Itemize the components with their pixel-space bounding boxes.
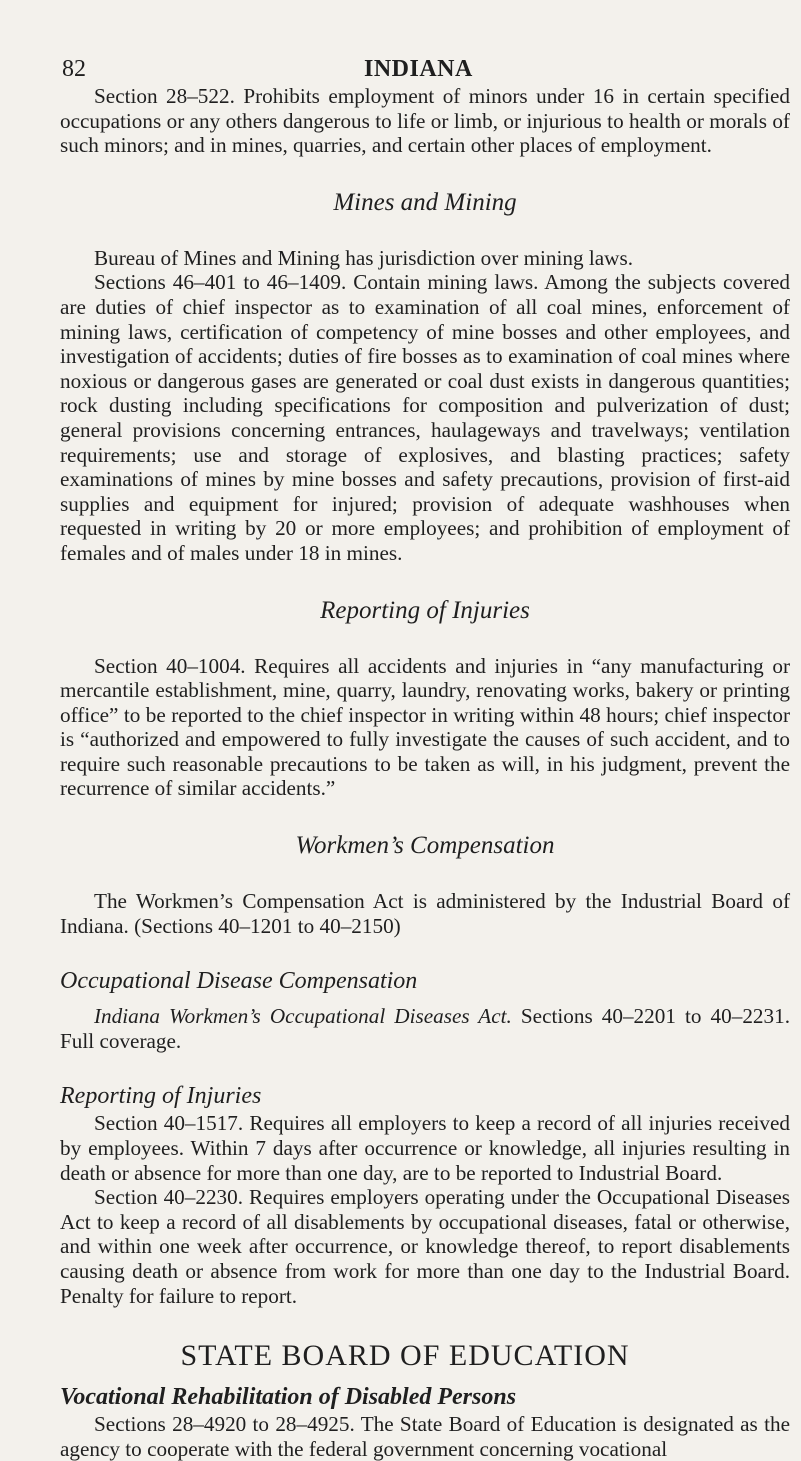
reporting-paragraph: Section 40–1004. Requires all accidents and injuries in “any manufacturing or mercantile establishment, mine, quarry, laundry, renovating works, bakery or printing office” to be reported to the chief inspector in writing within 48 hours; chief inspector is “authorized and empowered to fully investigate the causes of such accident, and to require such reasonable precautions to be taken as will, in his judgment, prevent the recurrence of similar accidents.” (60, 653, 790, 801)
vocational-paragraph: Sections 28–4920 to 28–4925. The State Board of Education is designated as the agency to cooperate with the federal government concerning vocational (60, 1412, 790, 1461)
reporting-of-injuries-heading: Reporting of Injuries (320, 596, 530, 624)
act-details: Sections 40–2201 to 40–2231. Full coverage. (60, 1004, 791, 1053)
mines-paragraph-2: Sections 46–401 to 46–1409. Contain mining laws. Among the subjects covered are duties of chief inspector as to examination of all coal mines, enforcement of mining laws, certification of competency of mine bosses and other employees, and investigation of accidents; duties of fire bosses as to examination of coal mines where noxious or dangerous gases are generated or coal dust exists in dangerous quantities; rock dusting including specifications for composition and pulverization of dust; general provisions concerning entrances, haulageways and travelways; ventilation requirements; use and storage of explosives, and blasting practices; safety examinations of mines by mine bosses and safety precautions, provision of first-aid supplies and equipment for injured; provision of adequate washhouses when requested in writing by 20 or more employees; and prohibition of employment of females and of males under 18 in mines. (60, 270, 790, 565)
reporting-of-injuries-heading-2: Reporting of Injuries (60, 1083, 262, 1110)
occupational-disease-paragraph (60, 1004, 790, 1053)
running-head (62, 52, 761, 86)
occupational-disease-heading: Occupational Disease Compensation (60, 968, 418, 995)
act-title: Indiana Workmen’s Occupational Diseases Act. (94, 1004, 512, 1029)
minors-paragraph: Section 28–522. Prohibits employment of minors under 16 in certain specified occupations or any others dangerous to life or limb, or injurious to health or morals of such minors; and in mines, quarries, and certain other places of employment. (60, 84, 790, 158)
vocational-rehabilitation-heading: Vocational Rehabilitation of Disabled Persons (60, 1384, 517, 1411)
state-board-heading: STATE BOARD OF EDUCATION (180, 1339, 630, 1373)
running-title: INDIANA (364, 56, 473, 82)
reporting2-paragraph-2: Section 40–2230. Requires employers operating under the Occupational Diseases Act to keep a record of all disablements by occupational diseases, fatal or otherwise, and within one week after occurrence, or knowledge thereof, to report disablements causing death or absence from work for more than one day to the Industrial Board. Penalty for failure to report. (60, 1185, 790, 1308)
workmens-compensation-paragraph: The Workmen’s Compensation Act is administered by the Industrial Board of Indiana. (Sections 40–1201 to 40–2150) (60, 889, 790, 938)
page-number: 82 (62, 56, 86, 82)
reporting2-paragraph-1: Section 40–1517. Requires all employers to keep a record of all injuries received by employees. Within 7 days after occurrence or knowledge, all injuries resulting in death or absence for more than one day, are to be reported to Industrial Board. (60, 1111, 790, 1185)
mines-and-mining-heading: Mines and Mining (333, 188, 517, 216)
page-body (60, 84, 790, 1461)
mines-paragraph-1: Bureau of Mines and Mining has jurisdiction over mining laws. (94, 245, 634, 270)
workmens-compensation-heading: Workmen’s Compensation (295, 832, 555, 860)
